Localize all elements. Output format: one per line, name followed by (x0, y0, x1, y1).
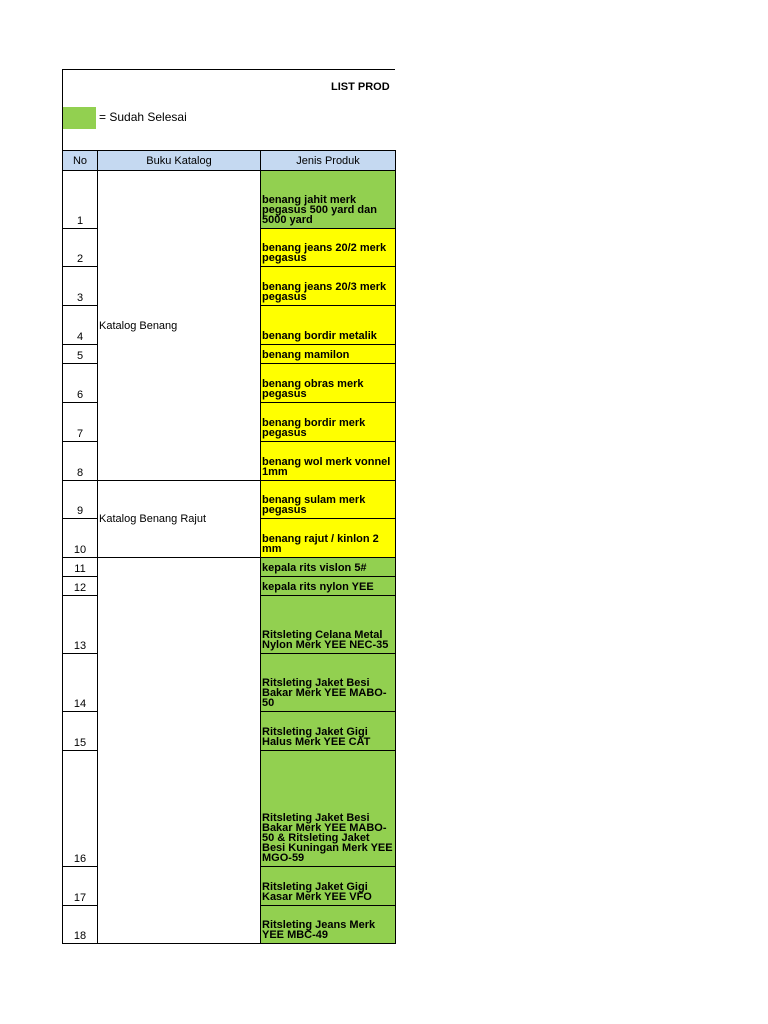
row-number[interactable]: 14 (63, 654, 98, 712)
row-number[interactable]: 17 (63, 867, 98, 906)
product-cell[interactable]: benang jeans 20/2 merk pegasus (261, 229, 396, 267)
column-header-jenis-produk[interactable]: Jenis Produk (261, 151, 396, 171)
product-cell[interactable]: benang obras merk pegasus (261, 364, 396, 403)
sheet-frame-top (62, 69, 395, 70)
row-number[interactable]: 18 (63, 906, 98, 944)
product-cell[interactable]: benang rajut / kinlon 2 mm (261, 519, 396, 558)
row-number[interactable]: 10 (63, 519, 98, 558)
row-number[interactable]: 4 (63, 306, 98, 345)
row-number[interactable]: 6 (63, 364, 98, 403)
product-cell[interactable]: benang sulam merk pegasus (261, 481, 396, 519)
sheet-title[interactable]: LIST PROD (331, 81, 390, 93)
product-cell[interactable]: Ritsleting Celana Metal Nylon Merk YEE NEC-35 (261, 596, 396, 654)
product-cell[interactable]: benang wol merk vonnel 1mm (261, 442, 396, 481)
table-row (63, 171, 396, 229)
catalog-cell-katalog-benang[interactable]: Katalog Benang (98, 171, 261, 481)
legend-label[interactable]: = Sudah Selesai (99, 110, 187, 124)
table-row (63, 558, 396, 577)
legend-color-swatch[interactable] (63, 107, 96, 129)
row-number[interactable]: 9 (63, 481, 98, 519)
product-cell[interactable]: Ritsleting Jaket Besi Bakar Merk YEE MABO-50 & Ritsleting Jaket Besi Kuningan Merk YEE MGO-59 (261, 751, 396, 867)
row-number[interactable]: 7 (63, 403, 98, 442)
row-number[interactable]: 15 (63, 712, 98, 751)
product-cell[interactable]: Ritsleting Jeans Merk YEE MBC-49 (261, 906, 396, 944)
row-number[interactable]: 3 (63, 267, 98, 306)
product-cell[interactable]: Ritsleting Jaket Besi Bakar Merk YEE MABO-50 (261, 654, 396, 712)
row-number[interactable]: 1 (63, 171, 98, 229)
product-cell[interactable]: benang bordir metalik (261, 306, 396, 345)
row-number[interactable]: 2 (63, 229, 98, 267)
row-number[interactable]: 11 (63, 558, 98, 577)
column-header-no[interactable]: No (63, 151, 98, 171)
product-cell[interactable]: Ritsleting Jaket Gigi Kasar Merk YEE VFO (261, 867, 396, 906)
catalog-cell-empty[interactable] (98, 558, 261, 944)
column-header-buku-katalog[interactable]: Buku Katalog (98, 151, 261, 171)
row-number[interactable]: 5 (63, 345, 98, 364)
product-table (62, 150, 396, 944)
catalog-cell-katalog-benang-rajut[interactable]: Katalog Benang Rajut (98, 481, 261, 558)
product-cell[interactable]: kepala rits nylon YEE (261, 577, 396, 596)
table-header-row (63, 151, 396, 171)
product-cell[interactable]: benang bordir merk pegasus (261, 403, 396, 442)
product-cell[interactable]: benang mamilon (261, 345, 396, 364)
product-cell[interactable]: benang jeans 20/3 merk pegasus (261, 267, 396, 306)
product-cell[interactable]: Ritsleting Jaket Gigi Halus Merk YEE CAT (261, 712, 396, 751)
table-row (63, 481, 396, 519)
product-cell[interactable]: benang jahit merk pegasus 500 yard dan 5000 yard (261, 171, 396, 229)
row-number[interactable]: 13 (63, 596, 98, 654)
row-number[interactable]: 16 (63, 751, 98, 867)
product-cell[interactable]: kepala rits vislon 5# (261, 558, 396, 577)
row-number[interactable]: 12 (63, 577, 98, 596)
row-number[interactable]: 8 (63, 442, 98, 481)
